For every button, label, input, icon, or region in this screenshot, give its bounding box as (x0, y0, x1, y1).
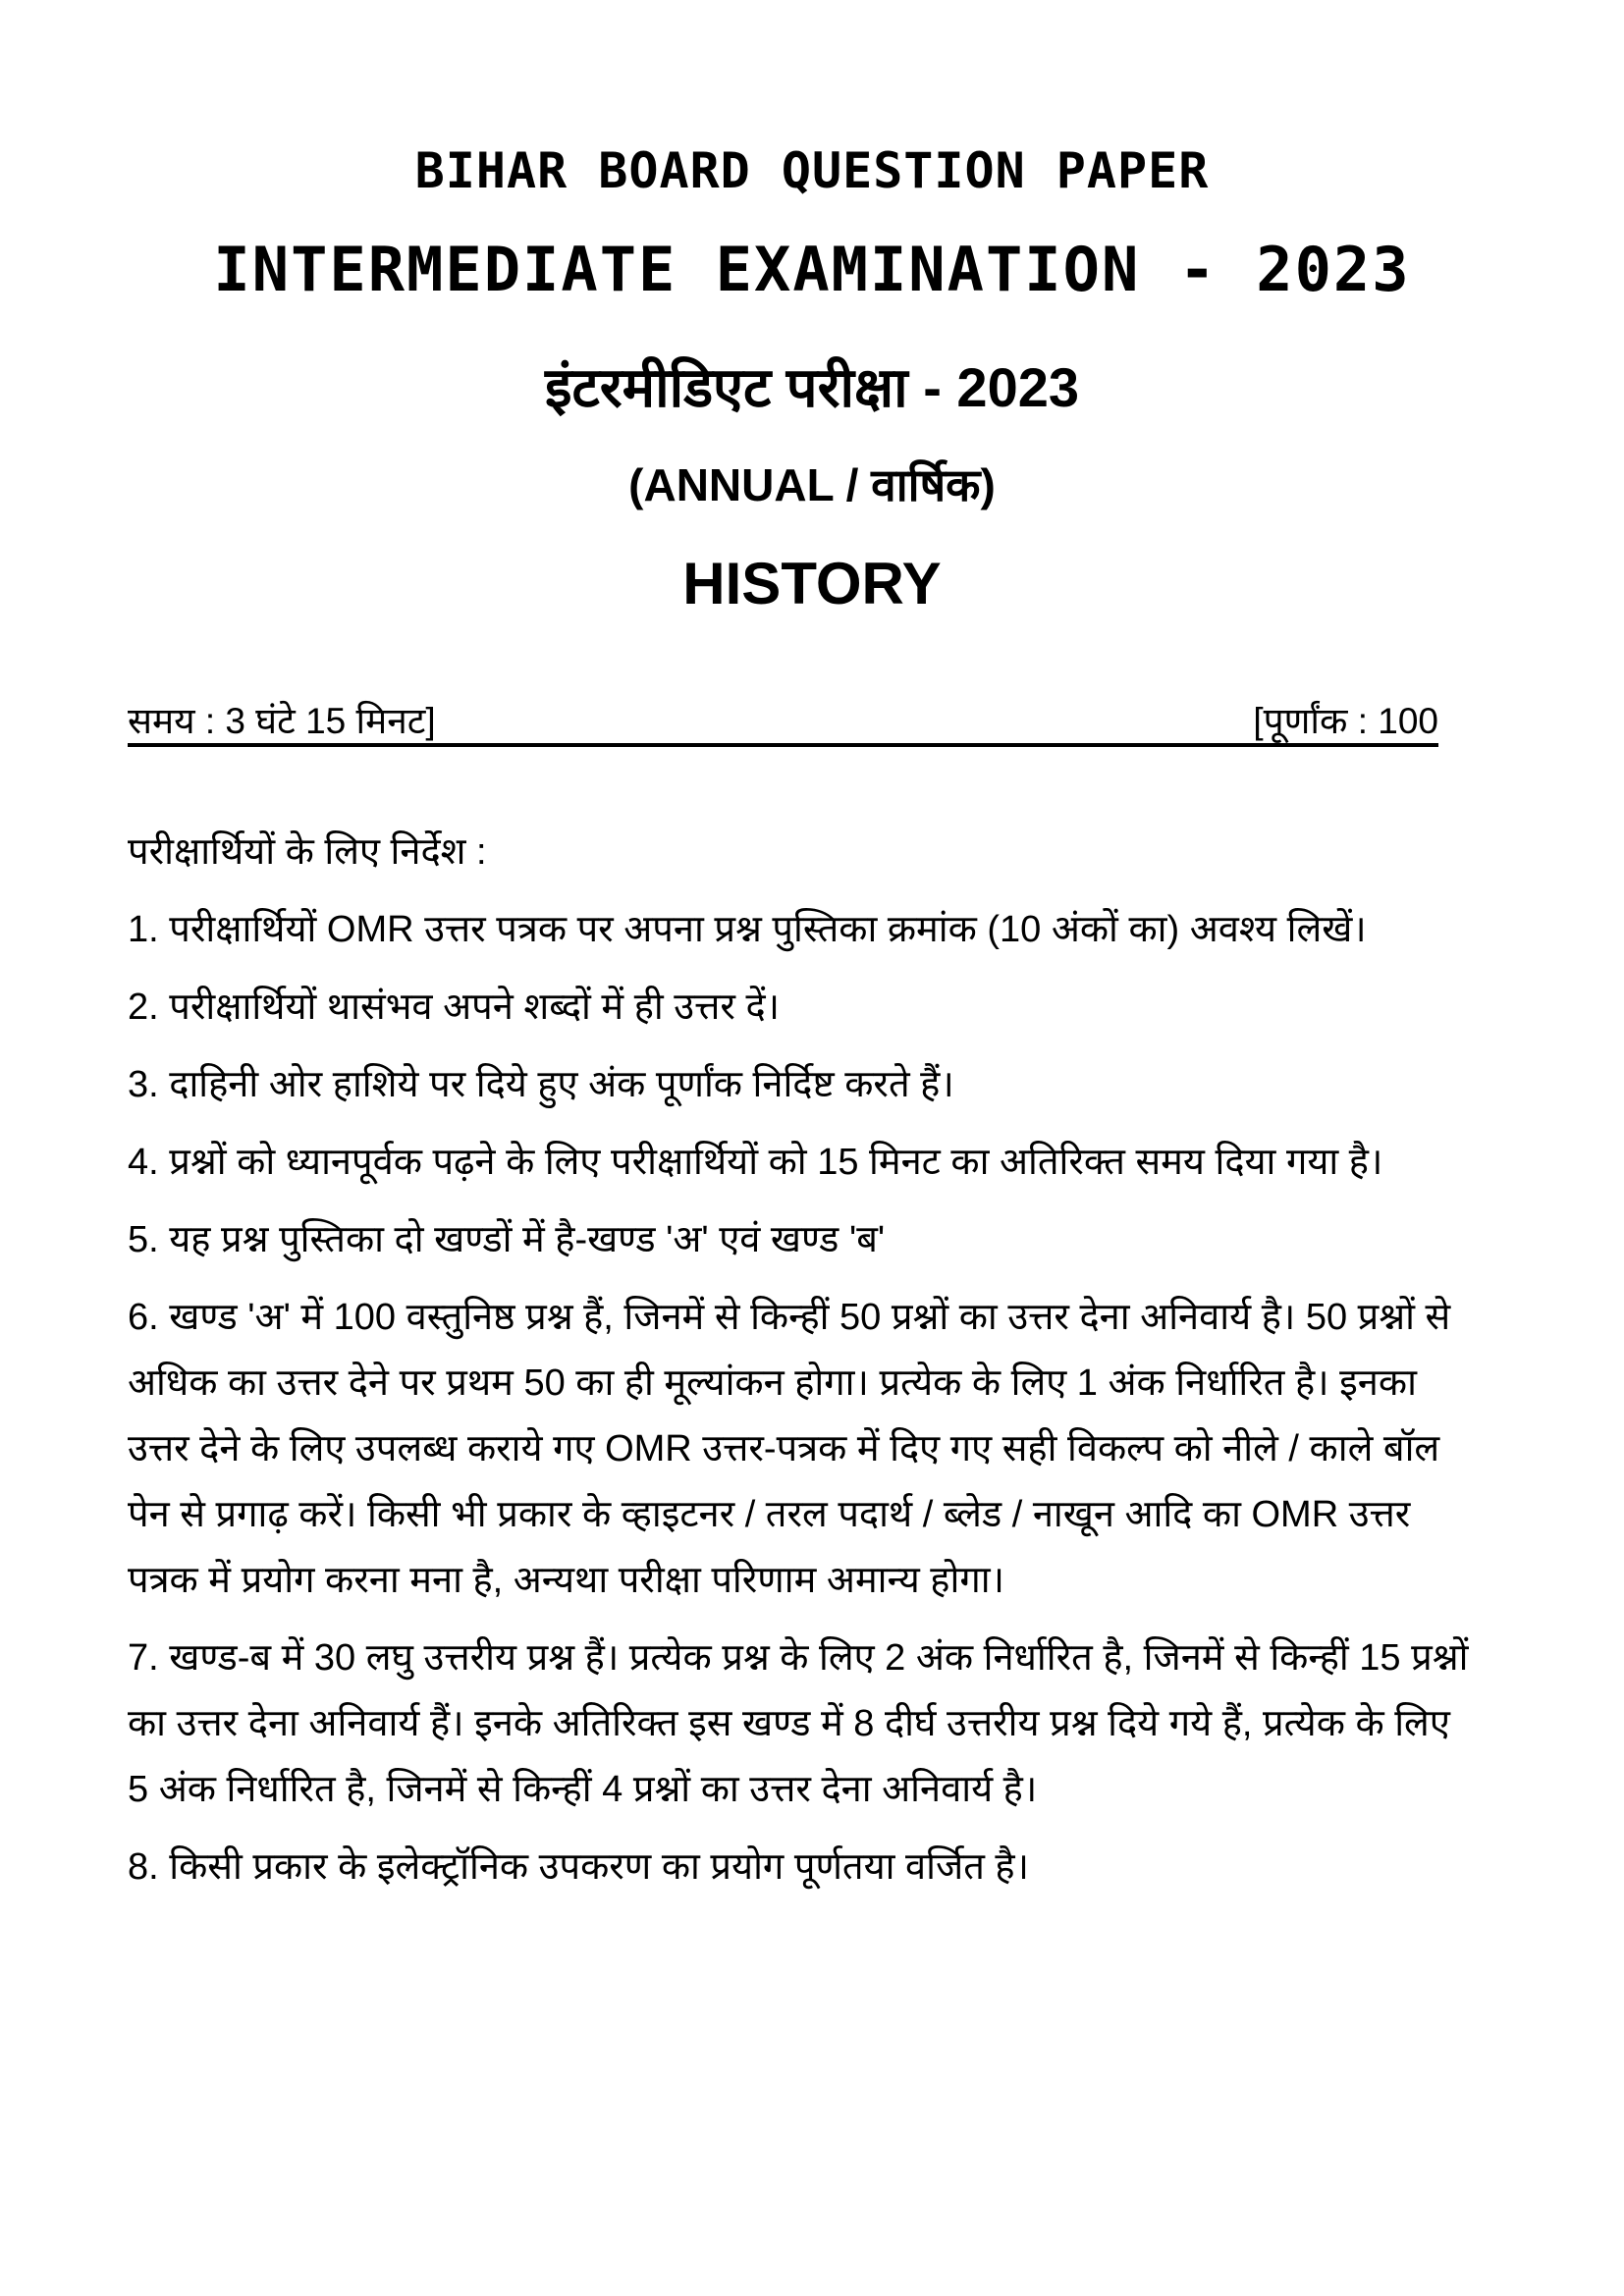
instruction-text: किसी प्रकार के इलेक्ट्रॉनिक उपकरण का प्रयोग पूर्णतया वर्जित है। (169, 1846, 1029, 1888)
instruction-text: परीक्षार्थियों थासंभव अपने शब्दों में ही उत्तर दें। (169, 987, 781, 1028)
instruction-item (128, 897, 1473, 963)
instruction-text: प्रश्नों को ध्यानपूर्वक पढ़ने के लिए परीक्षार्थियों को 15 मिनट का अतिरिक्त समय दिया गया है। (169, 1142, 1383, 1183)
board-title: BIHAR BOARD QUESTION PAPER (414, 142, 1210, 199)
exam-meta-line (128, 692, 1438, 747)
instruction-number: 2. (128, 987, 159, 1028)
instruction-item (128, 1626, 1473, 1823)
instruction-item (128, 1207, 1473, 1273)
instruction-text: दाहिनी ओर हाशिये पर दिये हुए अंक पूर्णांक निर्दिष्ट करते हैं। (169, 1064, 954, 1105)
instruction-number: 1. (128, 909, 159, 950)
instruction-text: परीक्षार्थियों OMR उत्तर पत्रक पर अपना प्रश्न पुस्तिका क्रमांक (10 अंकों का) अवश्य लिखें। (169, 909, 1367, 950)
instruction-item (128, 1130, 1473, 1196)
instruction-number: 8. (128, 1846, 159, 1888)
full-marks: [पूर्णांक : 100 (1253, 701, 1438, 741)
exam-title-hindi: इंटरमीडिएट परीक्षा - 2023 (544, 356, 1080, 418)
exam-title: INTERMEDIATE EXAMINATION - 2023 (213, 234, 1411, 305)
instruction-number: 3. (128, 1064, 159, 1105)
instruction-item (128, 975, 1473, 1041)
instructions (128, 820, 1473, 1912)
instruction-number: 6. (128, 1297, 159, 1338)
instruction-number: 5. (128, 1219, 159, 1260)
instructions-heading: परीक्षार्थियों के लिए निर्देश : (128, 831, 487, 873)
instruction-item (128, 1285, 1473, 1614)
instruction-text: खण्ड 'अ' में 100 वस्तुनिष्ठ प्रश्न हैं, जिनमें से किन्हीं 50 प्रश्नों का उत्तर देना अनिवार्य है। 50 प्रश्नों से अधिक का उत्तर देने पर प्रथम 50 का ही मूल्यांकन होगा। प्रत्येक के लिए 1 अंक निर्धारित है। इनका उत्तर देने के लिए उपलब्ध कराये गए OMR उत्तर-पत्रक में दिए गए सही विकल्प को नीले / काले बॉल पेन से प्रगाढ़ करें। किसी भी प्रकार के व्हाइटनर / तरल पदार्थ / ब्लेड / नाखून आदि का OMR उत्तर पत्रक में प्रयोग करना मना है, अन्यथा परीक्षा परिणाम अमान्य होगा। (128, 1297, 1451, 1601)
instruction-number: 4. (128, 1142, 159, 1183)
instruction-number: 7. (128, 1637, 159, 1679)
exam-type: (ANNUAL / वार्षिक) (628, 459, 996, 510)
instruction-item (128, 1052, 1473, 1118)
time-allowed: समय : 3 घंटे 15 मिनट] (128, 701, 436, 741)
subject-title: HISTORY (682, 551, 942, 616)
instruction-text: यह प्रश्न पुस्तिका दो खण्डों में है-खण्ड 'अ' एवं खण्ड 'ब' (169, 1219, 886, 1260)
instruction-text: खण्ड-ब में 30 लघु उत्तरीय प्रश्न हैं। प्रत्येक प्रश्न के लिए 2 अंक निर्धारित है, जिनमें से किन्हीं 15 प्रश्नों का उत्तर देना अनिवार्य हैं। इनके अतिरिक्त इस खण्ड में 8 दीर्घ उत्तरीय प्रश्न दिये गये हैं, प्रत्येक के लिए 5 अंक निर्धारित है, जिनमें से किन्हीं 4 प्रश्नों का उत्तर देना अनिवार्य है। (128, 1637, 1469, 1810)
instruction-item (128, 1835, 1473, 1900)
